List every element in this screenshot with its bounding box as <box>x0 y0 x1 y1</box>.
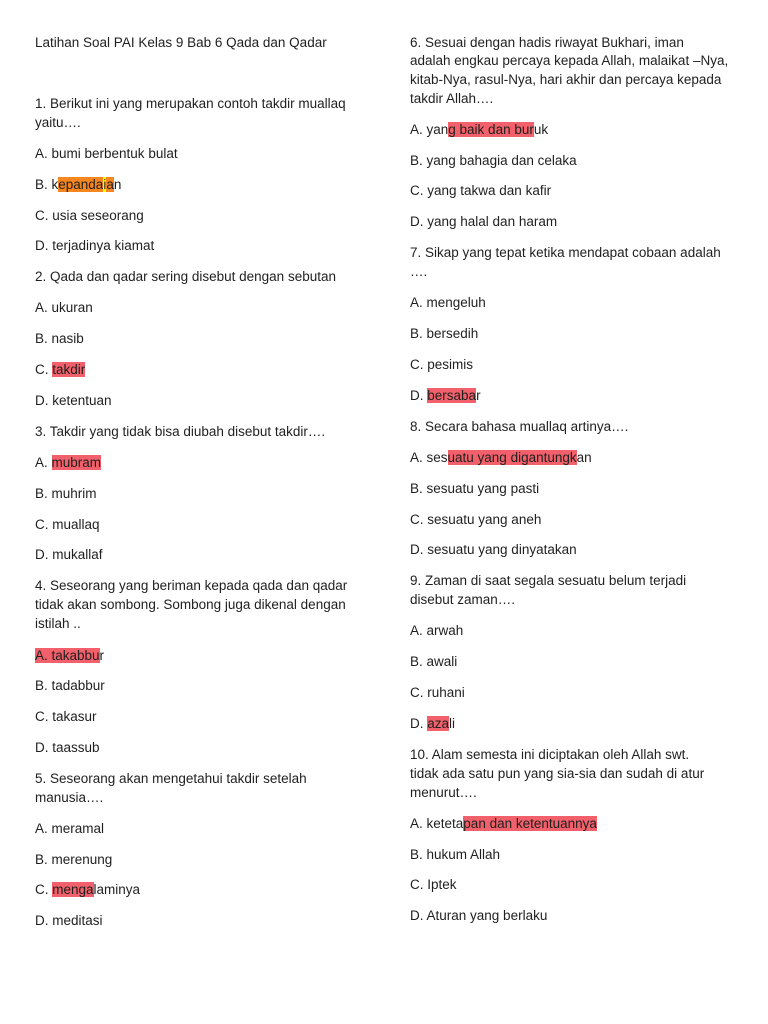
highlight-red: mubram <box>51 455 102 470</box>
text-segment: 2. Qada dan qadar sering disebut dengan sebutan <box>35 269 336 284</box>
text-segment: C. muallaq <box>35 517 100 532</box>
text-segment: A. <box>35 455 52 470</box>
text-segment: disebut zaman…. <box>410 592 516 607</box>
text-line <box>35 850 112 869</box>
text-line <box>35 94 346 113</box>
text-segment: 10. Alam semesta ini diciptakan oleh Allah swt. <box>410 747 690 762</box>
text-line <box>35 769 307 788</box>
text-line <box>410 181 551 200</box>
text-segment: C. <box>35 882 53 897</box>
text-segment: B. bersedih <box>410 326 479 341</box>
text-line <box>410 590 515 609</box>
text-line <box>35 144 178 163</box>
text-line <box>35 738 100 757</box>
text-segment: D. <box>410 388 428 403</box>
text-segment: B. muhrim <box>35 486 97 501</box>
text-segment: D. yang halal dan haram <box>410 214 558 229</box>
text-line <box>35 515 100 534</box>
text-line <box>35 391 112 410</box>
text-segment: D. <box>410 716 428 731</box>
text-segment: 1. Berikut ini yang merupakan contoh takdir muallaq <box>35 96 346 111</box>
text-line <box>410 571 686 590</box>
text-line <box>410 745 689 764</box>
text-line <box>35 911 103 930</box>
text-line <box>410 875 457 894</box>
highlight-orange: epanda <box>58 177 104 192</box>
text-line <box>410 89 493 108</box>
text-segment: C. <box>35 362 53 377</box>
text-segment: manusia…. <box>35 790 104 805</box>
text-line <box>35 614 81 633</box>
text-line <box>410 845 500 864</box>
text-line <box>410 683 465 702</box>
text-line <box>35 113 81 132</box>
text-line <box>35 595 346 614</box>
text-segment: A. meramal <box>35 821 105 836</box>
text-segment: B. nasib <box>35 331 84 346</box>
text-line <box>410 714 455 733</box>
text-line <box>410 540 577 559</box>
highlight-red: aza <box>427 716 450 731</box>
text-line <box>410 243 721 262</box>
text-segment: tidak akan sombong. Sombong juga dikenal dengan <box>35 597 346 612</box>
text-line <box>35 788 103 807</box>
highlight-red: menga <box>52 882 94 897</box>
text-line <box>35 819 104 838</box>
text-line <box>35 267 336 286</box>
text-segment: B. k <box>35 177 59 192</box>
text-segment: menurut…. <box>410 785 477 800</box>
text-segment: D. taassub <box>35 740 100 755</box>
text-line <box>410 652 457 671</box>
text-line <box>35 880 140 899</box>
text-segment: n <box>113 177 122 192</box>
text-line <box>410 814 597 833</box>
text-line <box>35 453 101 472</box>
highlight-red: pan dan ketentuannya <box>463 816 597 831</box>
text-line <box>410 120 548 139</box>
text-segment: yaitu…. <box>35 115 81 130</box>
highlight-orange: a <box>106 177 114 192</box>
text-line <box>35 422 325 441</box>
text-line <box>410 70 721 89</box>
text-line <box>410 355 473 374</box>
text-segment: 7. Sikap yang tepat ketika mendapat cobaan adalah <box>410 245 721 260</box>
text-segment: an <box>576 450 592 465</box>
text-segment: D. Aturan yang berlaku <box>410 908 548 923</box>
text-line <box>410 906 547 925</box>
text-line <box>35 545 103 564</box>
text-segment: C. Iptek <box>410 877 457 892</box>
text-segment: B. awali <box>410 654 458 669</box>
text-segment: 9. Zaman di saat segala sesuatu belum terjadi <box>410 573 687 588</box>
text-segment: Latihan Soal PAI Kelas 9 Bab 6 Qada dan Qadar <box>35 35 327 50</box>
text-segment: 8. Secara bahasa muallaq artinya…. <box>410 419 629 434</box>
text-segment: C. usia seseorang <box>35 208 144 223</box>
text-segment: r <box>476 388 481 403</box>
highlight-red: takdir <box>52 362 86 377</box>
text-line <box>410 212 557 231</box>
text-segment: A. ukuran <box>35 300 93 315</box>
text-segment: C. ruhani <box>410 685 465 700</box>
text-segment: 5. Seseorang akan mengetahui takdir setelah <box>35 771 307 786</box>
text-segment: A. mengeluh <box>410 295 486 310</box>
text-segment: D. ketentuan <box>35 393 112 408</box>
text-segment: uk <box>533 122 549 137</box>
text-line <box>35 329 84 348</box>
text-line <box>410 262 427 281</box>
text-segment: C. pesimis <box>410 357 474 372</box>
text-line <box>35 360 85 379</box>
text-segment: C. yang takwa dan kafir <box>410 183 552 198</box>
text-line <box>35 206 144 225</box>
text-segment: 6. Sesuai dengan hadis riwayat Bukhari, iman <box>410 35 684 50</box>
highlight-red: bersaba <box>427 388 477 403</box>
text-segment: 3. Takdir yang tidak bisa diubah disebut takdir…. <box>35 424 326 439</box>
highlight-yellow: i <box>103 177 107 192</box>
text-segment: C. sesuatu yang aneh <box>410 512 542 527</box>
text-segment: C. takasur <box>35 709 97 724</box>
text-segment: r <box>99 648 105 663</box>
text-line <box>410 51 728 70</box>
text-line <box>410 293 486 312</box>
document-title <box>35 33 327 52</box>
text-segment: B. yang bahagia dan celaka <box>410 153 577 168</box>
highlight-red: g baik dan bur <box>448 122 534 137</box>
text-line <box>35 484 97 503</box>
text-segment: A. arwah <box>410 623 464 638</box>
text-line <box>35 646 104 665</box>
text-line <box>410 324 478 343</box>
text-line <box>410 151 577 170</box>
text-line <box>35 298 93 317</box>
text-segment: adalah engkau percaya kepada Allah, malaikat –Nya, <box>410 53 729 68</box>
text-line <box>410 417 628 436</box>
text-segment: li <box>449 716 456 731</box>
text-segment: istilah .. <box>35 616 81 631</box>
text-segment: A. bumi berbentuk bulat <box>35 146 178 161</box>
text-segment: A. ses <box>410 450 448 465</box>
text-segment: takdir Allah…. <box>410 91 494 106</box>
highlight-red: A. takabbu <box>35 648 100 663</box>
text-line <box>35 576 347 595</box>
text-segment: B. sesuatu yang pasti <box>410 481 540 496</box>
text-segment: D. terjadinya kiamat <box>35 238 155 253</box>
text-segment: A. keteta <box>410 816 464 831</box>
text-line <box>35 175 121 194</box>
text-segment: 4. Seseorang yang beriman kepada qada dan qadar <box>35 578 348 593</box>
text-segment: B. merenung <box>35 852 113 867</box>
text-line <box>410 33 684 52</box>
text-segment: …. <box>410 264 428 279</box>
text-segment: laminya <box>93 882 141 897</box>
text-line <box>410 783 477 802</box>
highlight-red: uatu yang digantungk <box>447 450 577 465</box>
text-segment: D. sesuatu yang dinyatakan <box>410 542 577 557</box>
text-segment: B. hukum Allah <box>410 847 501 862</box>
text-line <box>410 448 592 467</box>
text-line <box>410 479 539 498</box>
text-line <box>410 764 704 783</box>
text-segment: B. tadabbur <box>35 678 105 693</box>
text-segment: A. yan <box>410 122 449 137</box>
text-line <box>410 621 463 640</box>
text-line <box>35 676 105 695</box>
text-line <box>35 236 154 255</box>
text-segment: D. mukallaf <box>35 547 103 562</box>
text-segment: kitab-Nya, rasul-Nya, hari akhir dan percaya kepada <box>410 72 722 87</box>
text-line <box>410 386 481 405</box>
text-segment: D. meditasi <box>35 913 103 928</box>
text-line <box>35 707 97 726</box>
text-line <box>410 510 541 529</box>
text-segment: tidak ada satu pun yang sia-sia dan sudah di atur <box>410 766 705 781</box>
